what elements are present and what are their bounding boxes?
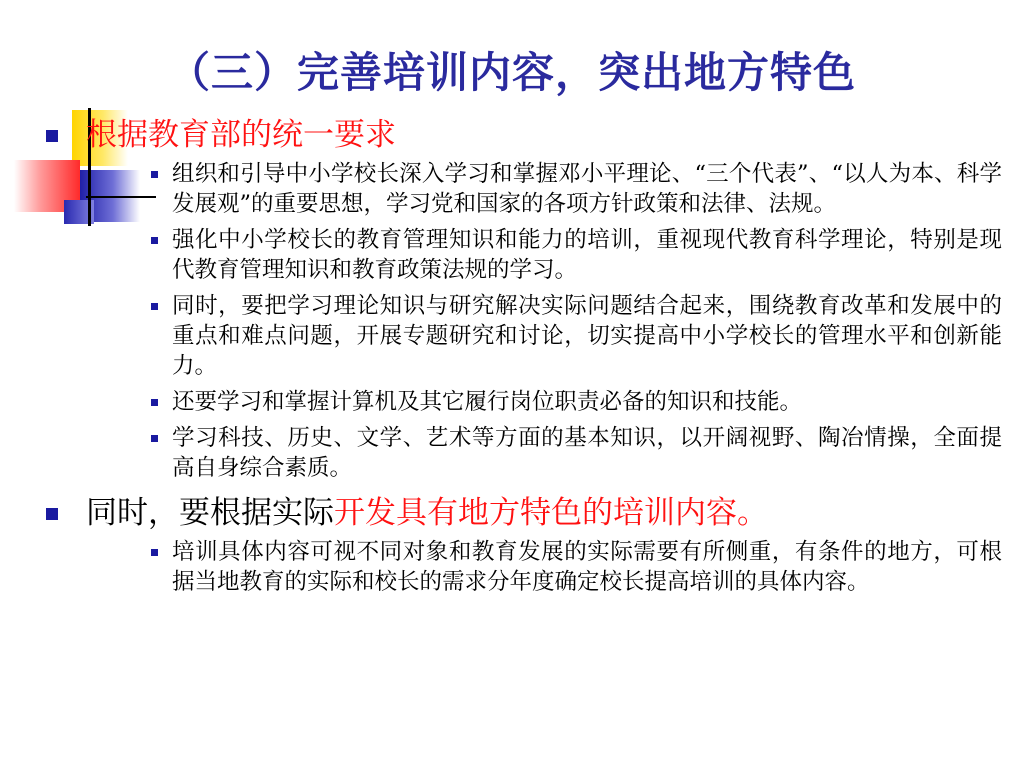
- square-bullet-icon: [46, 508, 58, 520]
- list-item-text: 强化中小学校长的教育管理知识和能力的培训，重视现代教育科学理论，特别是现代教育管理知识和教育政策法规的学习。: [172, 227, 1002, 283]
- small-square-bullet-icon: [151, 171, 158, 178]
- section1-heading: 根据教育部的统一要求: [86, 117, 396, 153]
- small-square-bullet-icon: [151, 549, 158, 556]
- list-item: [172, 159, 1002, 219]
- list-item: [172, 387, 1002, 417]
- list-item-text: 学习科技、历史、文学、艺术等方面的基本知识，以开阔视野、陶冶情操，全面提高自身综合素质。: [172, 425, 1002, 481]
- small-square-bullet-icon: [151, 237, 158, 244]
- list-item: [172, 225, 1002, 285]
- section2-heading-highlight: 开发具有地方特色的培训内容。: [334, 495, 768, 531]
- small-square-bullet-icon: [151, 435, 158, 442]
- section2-heading-plain: 同时，要根据实际: [86, 495, 334, 531]
- list-item-text: 同时，要把学习理论知识与研究解决实际问题结合起来，围绕教育改革和发展中的重点和难点问题，开展专题研究和讨论，切实提高中小学校长的管理水平和创新能力。: [172, 293, 1002, 379]
- square-bullet-icon: [46, 130, 58, 142]
- section2-heading-row: [42, 493, 1002, 533]
- slide-content: [42, 115, 1002, 603]
- list-item-text: 培训具体内容可视不同对象和教育发展的实际需要有所侧重，有条件的地方，可根据当地教育的实际和校长的需求分年度确定校长提高培训的具体内容。: [172, 539, 1002, 595]
- small-square-bullet-icon: [151, 303, 158, 310]
- section1-heading-row: [42, 115, 1002, 155]
- slide-title: （三）完善培训内容，突出地方特色: [167, 48, 856, 97]
- list-item-text: 组织和引导中小学校长深入学习和掌握邓小平理论、“三个代表”、“以人为本、科学发展观”的重要思想，学习党和国家的各项方针政策和法律、法规。: [172, 161, 1002, 217]
- list-item: [172, 291, 1002, 381]
- small-square-bullet-icon: [151, 399, 158, 406]
- list-item: [172, 537, 1002, 597]
- list-item: [172, 423, 1002, 483]
- list-item-text: 还要学习和掌握计算机及其它履行岗位职责必备的知识和技能。: [172, 389, 803, 415]
